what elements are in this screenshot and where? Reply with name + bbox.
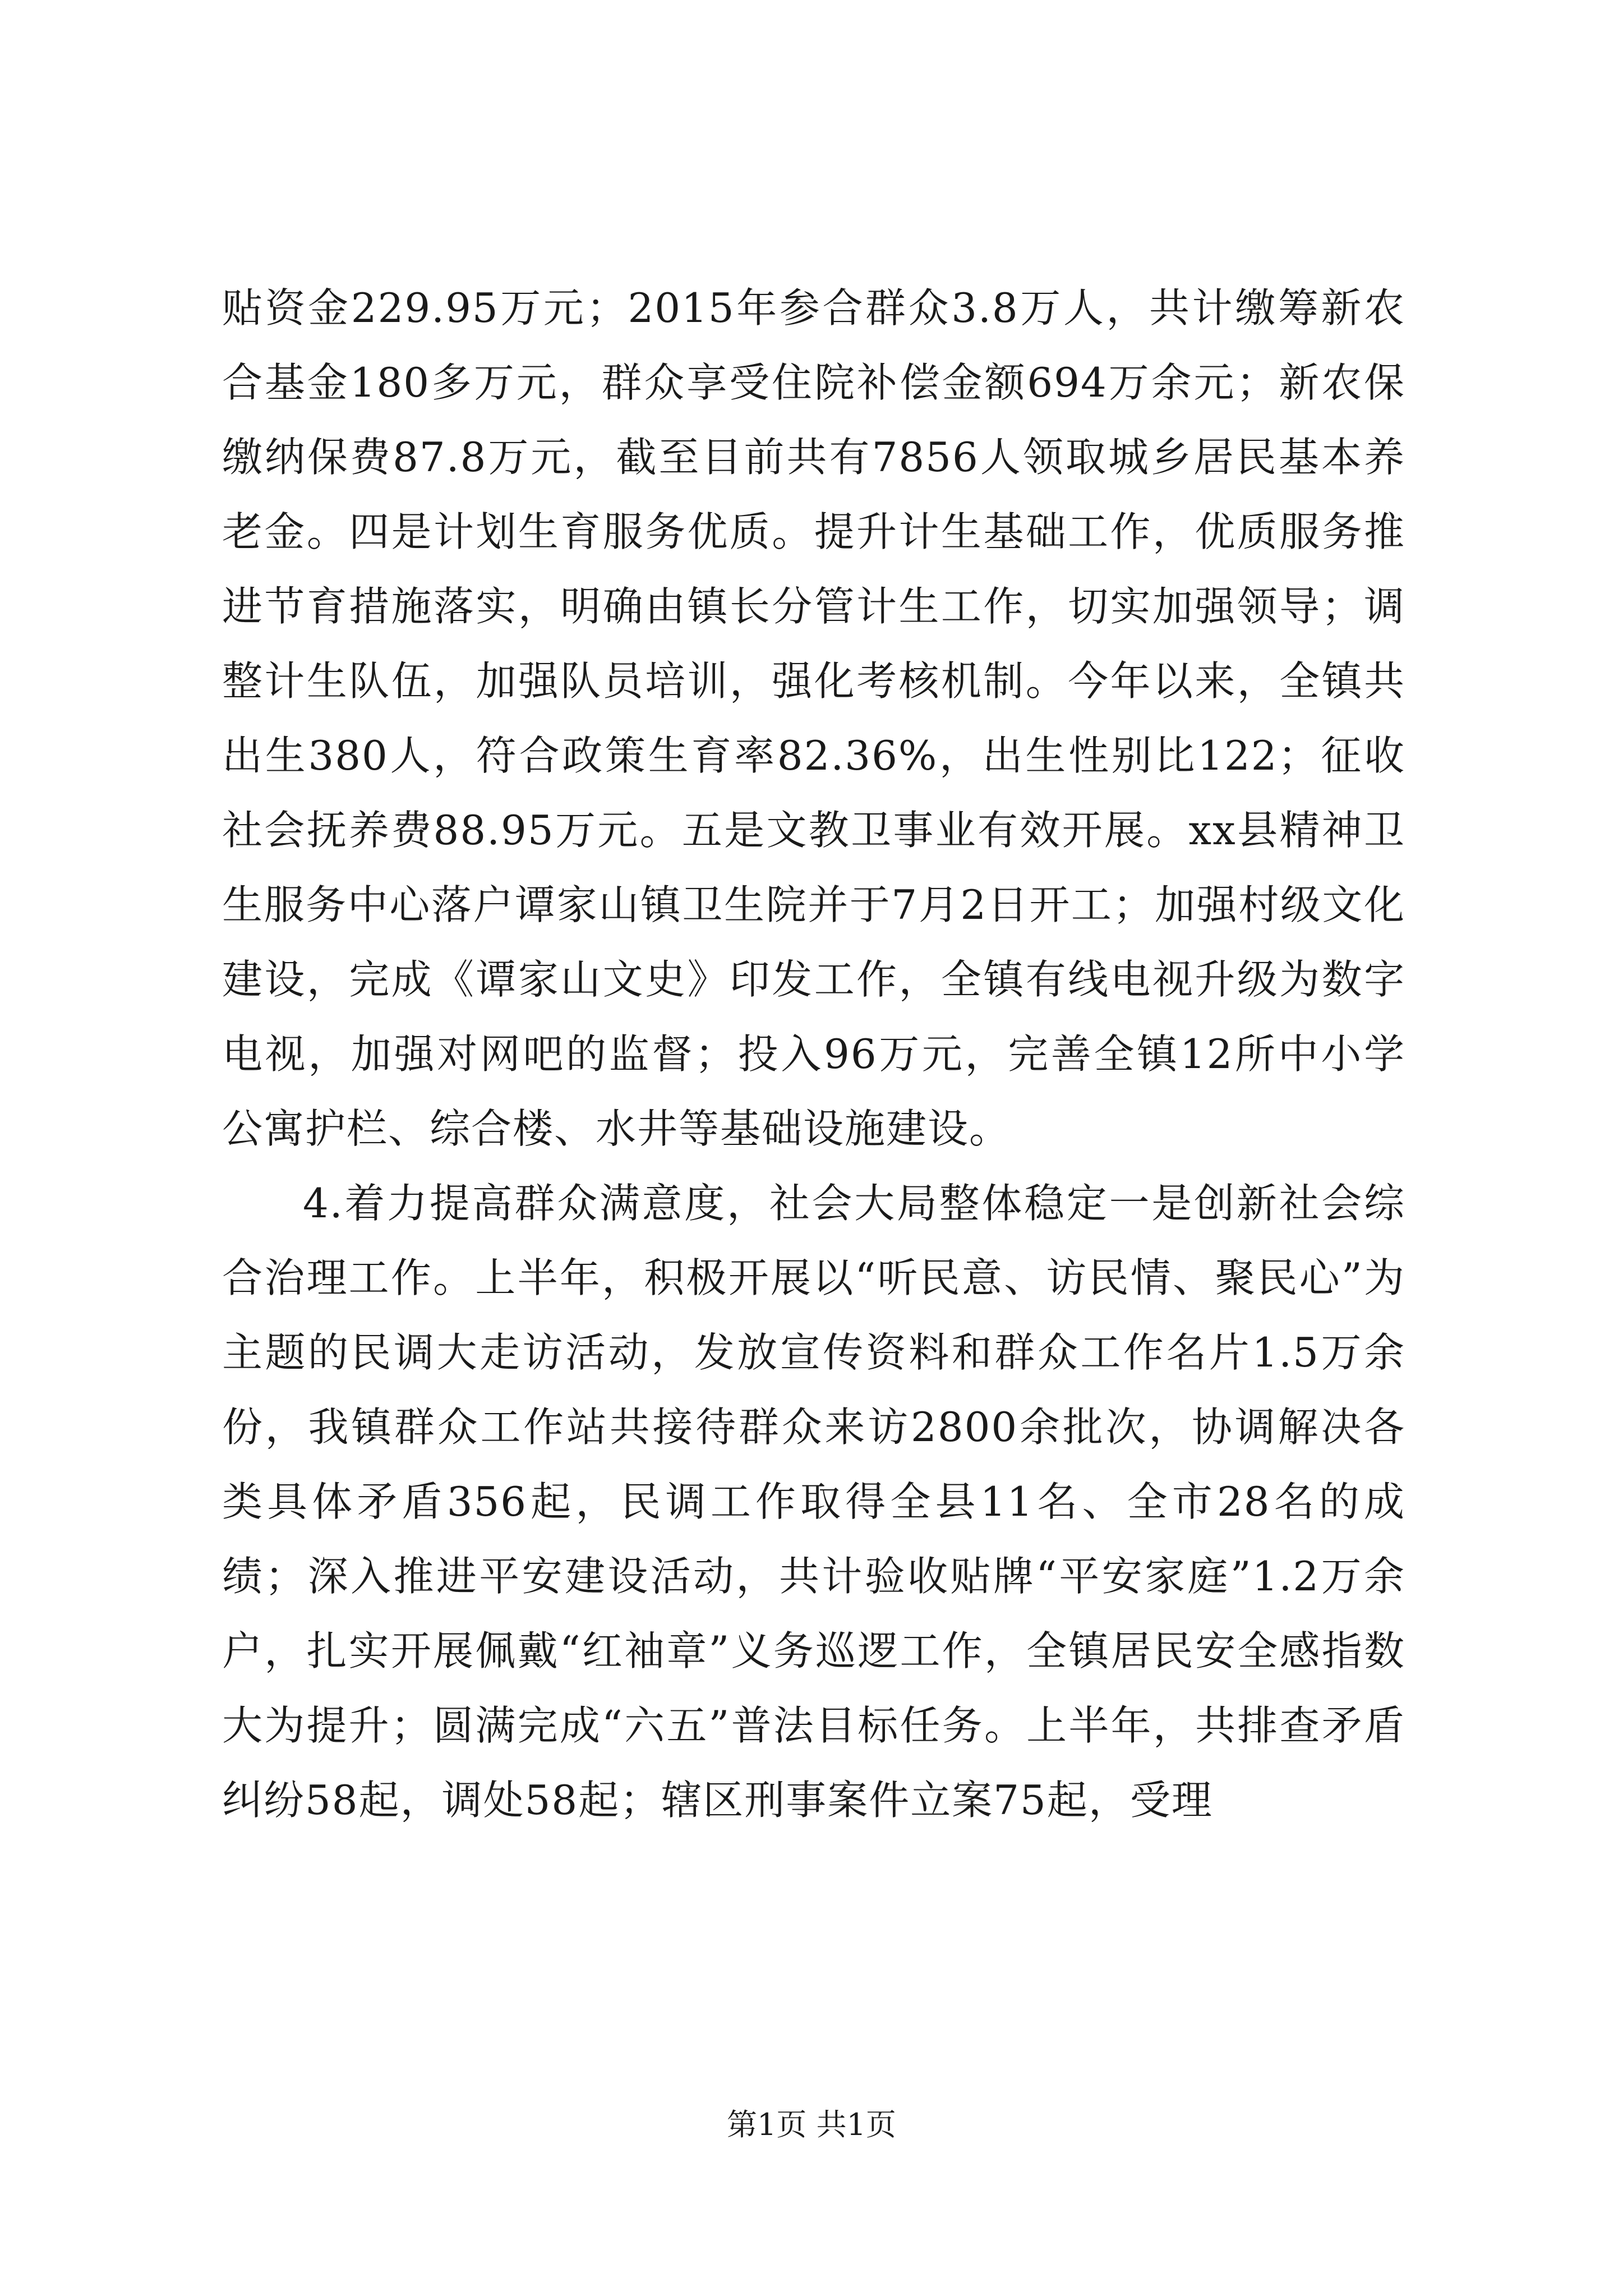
page-footer: 第1页 共1页 xyxy=(727,2107,896,2142)
body-paragraph-section-4: 4.着力提高群众满意度，社会大局整体稳定一是创新社会综合治理工作。上半年，积极开展以“听民意、访民情、聚民心”为主题的民调大走访活动，发放宣传资料和群众工作名片1.5万余份，我镇群众工作站共接待群众来访2800余批次，协调解决各类具体矛盾356起，民调工作取得全县11名、全市28名的成绩；深入推进平安建设活动，共计验收贴牌“平安家庭”1.2万余户，扎实开展佩戴“红袖章”义务巡逻工作，全镇居民安全感指数大为提升；圆满完成“六五”普法目标任务。上半年，共排查矛盾纠纷58起，调处58起；辖区刑事案件立案75起，受理 xyxy=(222,1180,1405,1824)
body-paragraph-continued: 贴资金229.95万元；2015年参合群众3.8万人，共计缴筹新农合基金180多万元，群众享受住院补偿金额694万余元；新农保缴纳保费87.8万元，截至目前共有7856人领取城乡居民基本养老金。四是计划生育服务优质。提升计生基础工作，优质服务推进节育措施落实，明确由镇长分管计生工作，切实加强领导；调整计生队伍，加强队员培训，强化考核机制。今年以来，全镇共出生380人，符合政策生育率82.36%，出生性别比122；征收社会抚养费88.95万元。五是文教卫事业有效开展。xx县精神卫生服务中心落户谭家山镇卫生院并于7月2日开工；加强村级文化建设，完成《谭家山文史》印发工作，全镇有线电视升级为数字电视，加强对网吧的监督；投入96万元，完善全镇12所中小学公寓护栏、综合楼、水井等基础设施建设。 xyxy=(222,284,1405,1152)
document-body xyxy=(222,271,1405,1838)
